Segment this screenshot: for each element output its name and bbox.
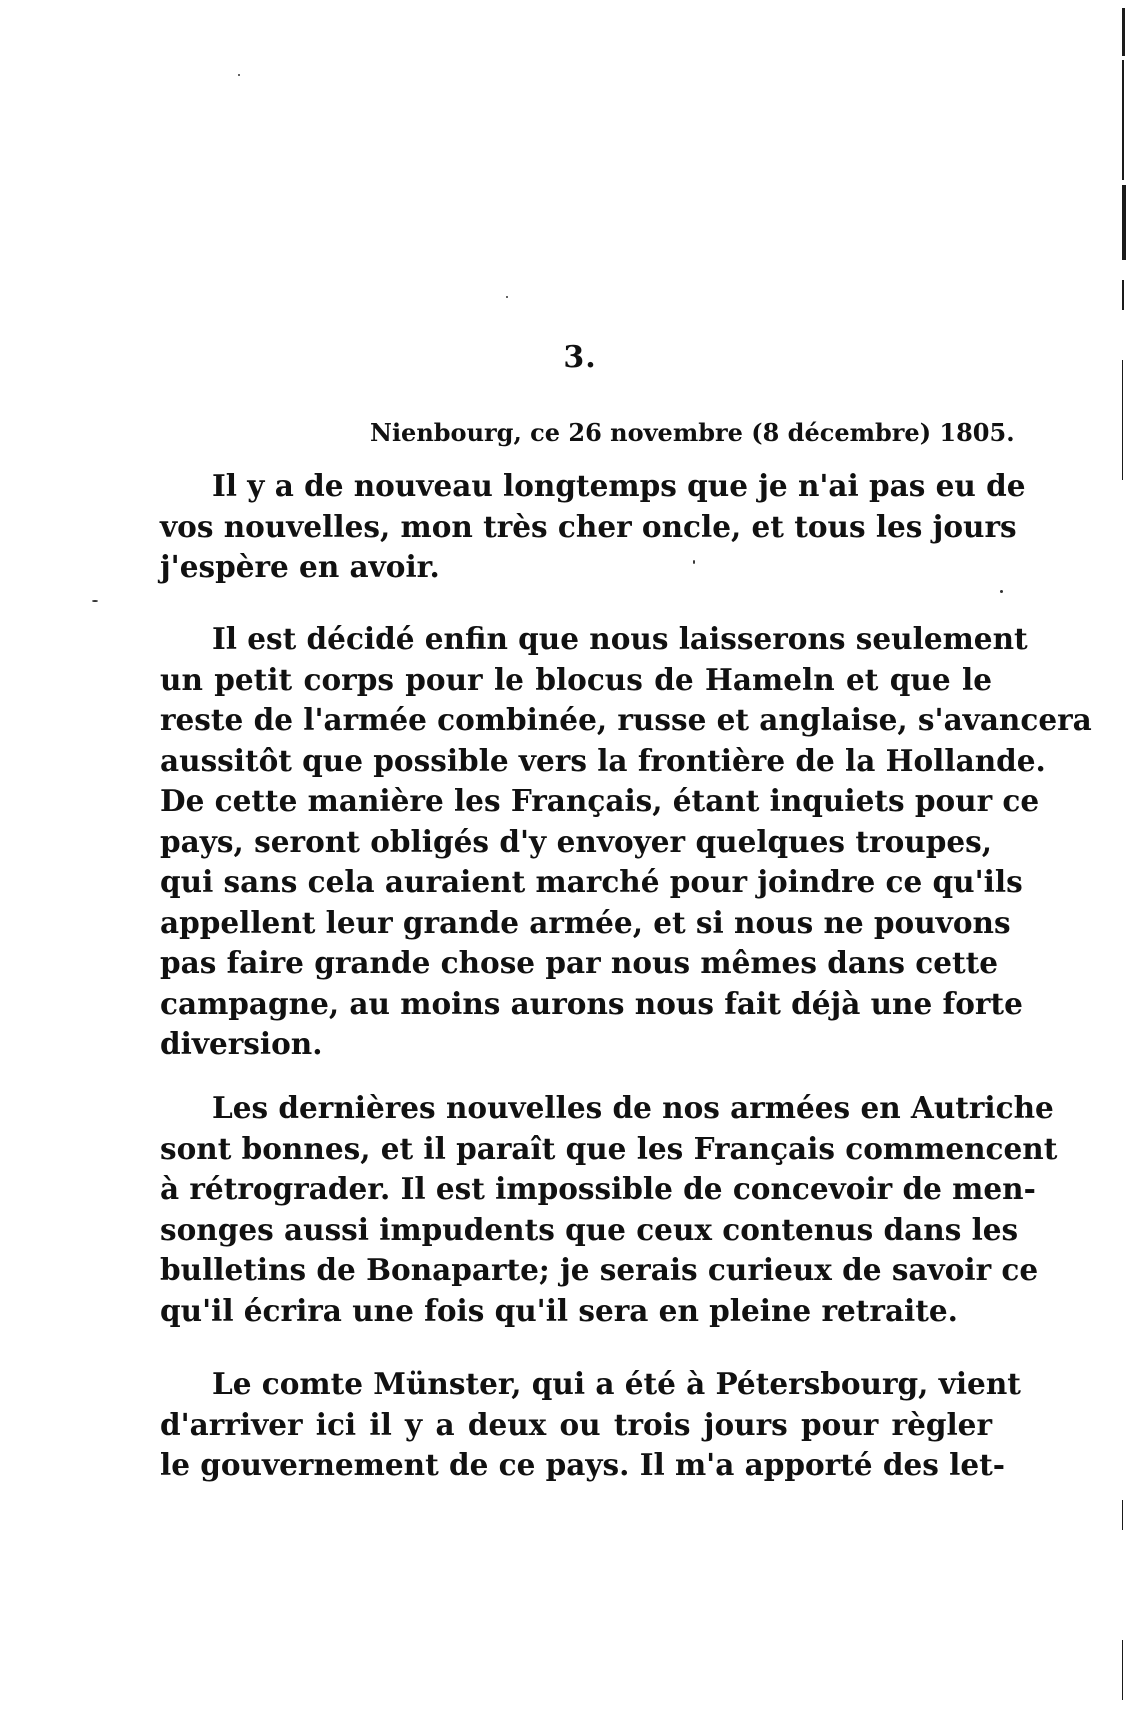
- text-line: j'espère en avoir.: [160, 549, 440, 584]
- paragraph-3: [160, 1088, 1058, 1331]
- text-line: songes aussi impudents que ceux contenus dans les: [160, 1211, 1019, 1247]
- paper-speck: [1000, 590, 1003, 593]
- text-line: De cette manière les Français, étant inquiets pour ce: [160, 783, 1040, 818]
- text-line: un petit corps pour le blocus de Hameln et que le: [160, 661, 992, 697]
- paper-speck: [92, 600, 98, 602]
- paragraph-2: [160, 619, 1092, 1065]
- text-line: pas faire grande chose par nous mêmes dans cette: [160, 945, 999, 980]
- letter-number: 3.: [563, 340, 597, 375]
- text-line: bulletins de Bonaparte; je serais curieux de savoir ce: [160, 1252, 1039, 1287]
- text-line: aussitôt que possible vers la frontière de la Hollande.: [160, 742, 1046, 778]
- page-binding-edge: [1122, 0, 1126, 1714]
- text-line: campagne, au moins aurons nous fait déjà une forte: [160, 985, 1023, 1021]
- text-line: à rétrograder. Il est impossible de concevoir de men-: [160, 1171, 1036, 1206]
- text-line: Les dernières nouvelles de nos armées en Autriche: [212, 1090, 1054, 1125]
- text-line: qui sans cela auraient marché pour joindre ce qu'ils: [160, 864, 1023, 899]
- text-line: sont bonnes, et il paraît que les Français commencent: [160, 1130, 1058, 1166]
- text-line: Il est décidé enfin que nous laisserons seulement: [212, 621, 1028, 656]
- paper-speck: [506, 296, 508, 298]
- text-line: Il y a de nouveau longtemps que je n'ai pas eu de: [212, 468, 1026, 503]
- text-line: le gouvernement de ce pays. Il m'a apporté des let-: [160, 1447, 1005, 1482]
- text-line: reste de l'armée combinée, russe et anglaise, s'avancera: [160, 702, 1092, 737]
- letter-dateline: Nienbourg, ce 26 novembre (8 décembre) 1805.: [370, 418, 1015, 447]
- paragraph-4: [160, 1364, 1021, 1486]
- text-line: Le comte Münster, qui a été à Pétersbourg, vient: [212, 1366, 1021, 1401]
- paragraph-1: [160, 466, 1026, 588]
- text-line: pays, seront obligés d'y envoyer quelques troupes,: [160, 823, 992, 859]
- text-line: diversion.: [160, 1026, 323, 1061]
- text-line: qu'il écrira une fois qu'il sera en pleine retraite.: [160, 1292, 958, 1328]
- text-line: d'arriver ici il y a deux ou trois jours pour règler: [160, 1406, 992, 1442]
- text-line: appellent leur grande armée, et si nous ne pouvons: [160, 904, 1011, 940]
- paper-speck: [238, 74, 240, 76]
- text-line: vos nouvelles, mon très cher oncle, et tous les jours: [160, 508, 1017, 544]
